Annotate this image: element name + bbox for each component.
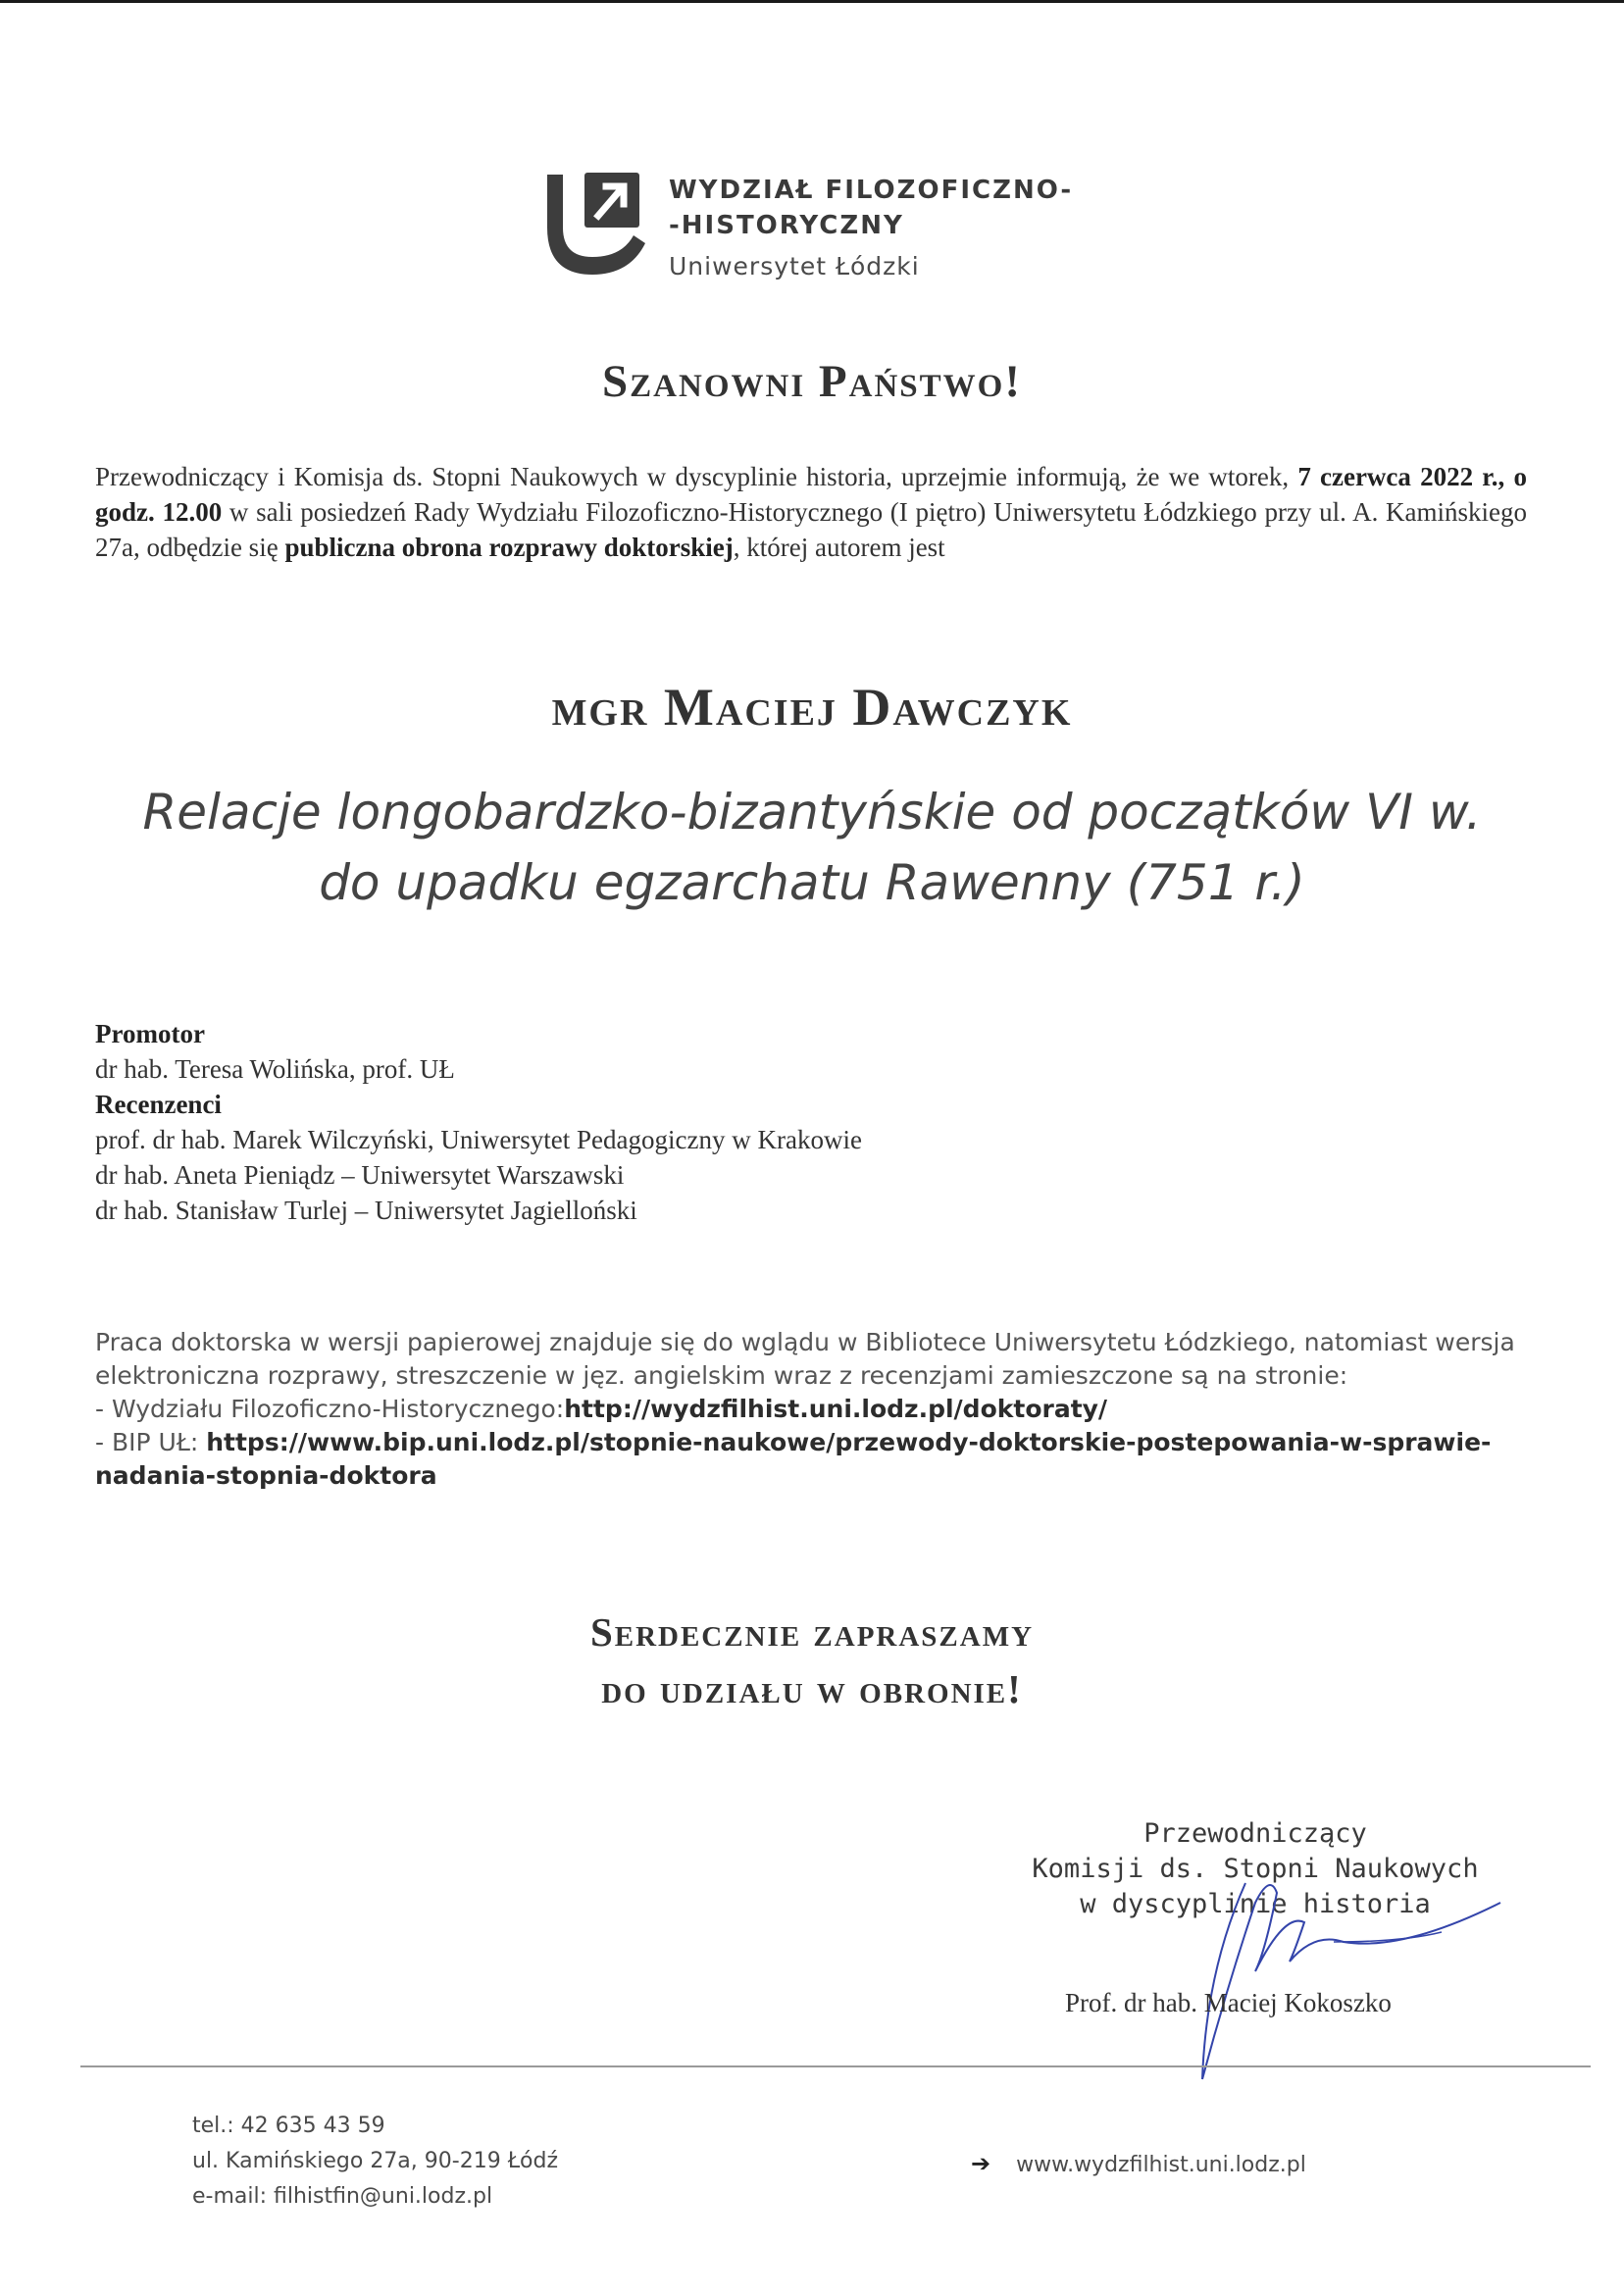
info-item-bip-label: - BIP UŁ:	[95, 1428, 207, 1456]
top-border	[0, 0, 1624, 3]
footer-contact	[192, 2109, 558, 2215]
footer-divider	[80, 2065, 1591, 2067]
committee-list	[95, 1016, 862, 1228]
faculty-logo	[541, 167, 1091, 294]
footer-phone: tel.: 42 635 43 59	[192, 2114, 385, 2138]
signatory-name: Prof. dr hab. Maciej Kokoszko	[1065, 1988, 1392, 2017]
logo-line-1: WYDZIAŁ FILOZOFICZNO-	[669, 176, 1074, 205]
footer-email: e-mail: filhistfin@uni.lodz.pl	[192, 2184, 493, 2209]
footer-web	[971, 2150, 1306, 2177]
ul-logo-icon	[541, 167, 649, 284]
candidate-name: mgr Maciej Dawczyk	[551, 678, 1073, 737]
thesis-info	[95, 1326, 1537, 1493]
logo-line-3: Uniwersytet Łódzki	[669, 252, 920, 280]
logo-line-2: -HISTORYCZNY	[669, 211, 904, 240]
thesis-title-line-2: do upadku egzarchatu Rawenny (751 r.)	[319, 854, 1305, 911]
thesis-title	[0, 777, 1624, 918]
reviewer-item: dr hab. Stanisław Turlej – Uniwersytet Jagielloński	[95, 1196, 637, 1225]
footer-address: ul. Kamińskiego 27a, 90-219 Łódź	[192, 2149, 559, 2173]
intro-paragraph	[95, 459, 1527, 565]
intro-text-3: , której autorem jest	[733, 533, 945, 562]
footer-website-link[interactable]: www.wydzfilhist.uni.lodz.pl	[1016, 2153, 1306, 2177]
intro-text-1: Przewodniczący i Komisja ds. Stopni Naukowych w dyscyplinie historia, uprzejmie informują, że we wtorek,	[95, 462, 1298, 491]
arrow-right-icon: ➔	[971, 2150, 991, 2177]
signature-line-1: Przewodniczący	[1143, 1818, 1367, 1849]
closing-line-2: do udziału w obronie!	[601, 1666, 1023, 1711]
intro-event: publiczna obrona rozprawy doktorskiej	[284, 533, 734, 562]
promotor-label: Promotor	[95, 1019, 205, 1048]
faculty-doctorates-link[interactable]: http://wydzfilhist.uni.lodz.pl/doktoraty/	[564, 1395, 1108, 1423]
signature-line-2: Komisji ds. Stopni Naukowych	[1032, 1854, 1479, 1884]
intro-date: 7 czerwca 2022 r., o godz. 12.00	[95, 462, 1527, 527]
info-item-faculty-label: - Wydziału Filozoficzno-Historycznego:	[95, 1395, 565, 1423]
closing-invitation	[0, 1604, 1624, 1717]
reviewers-label: Recenzenci	[95, 1090, 222, 1119]
info-item-bip	[95, 1426, 1537, 1493]
reviewer-item: dr hab. Aneta Pieniądz – Uniwersytet Warszawski	[95, 1160, 625, 1190]
reviewer-item: prof. dr hab. Marek Wilczyński, Uniwersytet Pedagogiczny w Krakowie	[95, 1125, 862, 1154]
intro-text-2: w sali posiedzeń Rady Wydziału Filozoficzno-Historycznego (I piętro) Uniwersytetu Łódzkiego przy ul. A. Kamińskiego 27a, odbędzie się	[95, 497, 1528, 562]
thesis-title-line-1: Relacje longobardzko-bizantyńskie od początków VI w.	[142, 784, 1482, 841]
signature-line-3: w dyscyplinie historia	[1080, 1889, 1431, 1919]
closing-line-1: Serdecznie zapraszamy	[589, 1609, 1035, 1655]
handwritten-signature	[1108, 1844, 1520, 2099]
greeting-heading: Szanowni Państwo!	[602, 356, 1022, 407]
promotor-name: dr hab. Teresa Wolińska, prof. UŁ	[95, 1054, 455, 1084]
info-item-faculty	[95, 1393, 1537, 1426]
info-text: Praca doktorska w wersji papierowej znajduje się do wglądu w Bibliotece Uniwersytetu Łódzkiego, natomiast wersja elektroniczna rozprawy, streszczenie w jęz. angielskim wraz z recenzjami zamieszczone są na stronie:	[95, 1328, 1515, 1390]
bip-link[interactable]: https://www.bip.uni.lodz.pl/stopnie-naukowe/przewody-doktorskie-postepowania-w-sprawie-nadania-stopnia-doktora	[95, 1428, 1492, 1490]
